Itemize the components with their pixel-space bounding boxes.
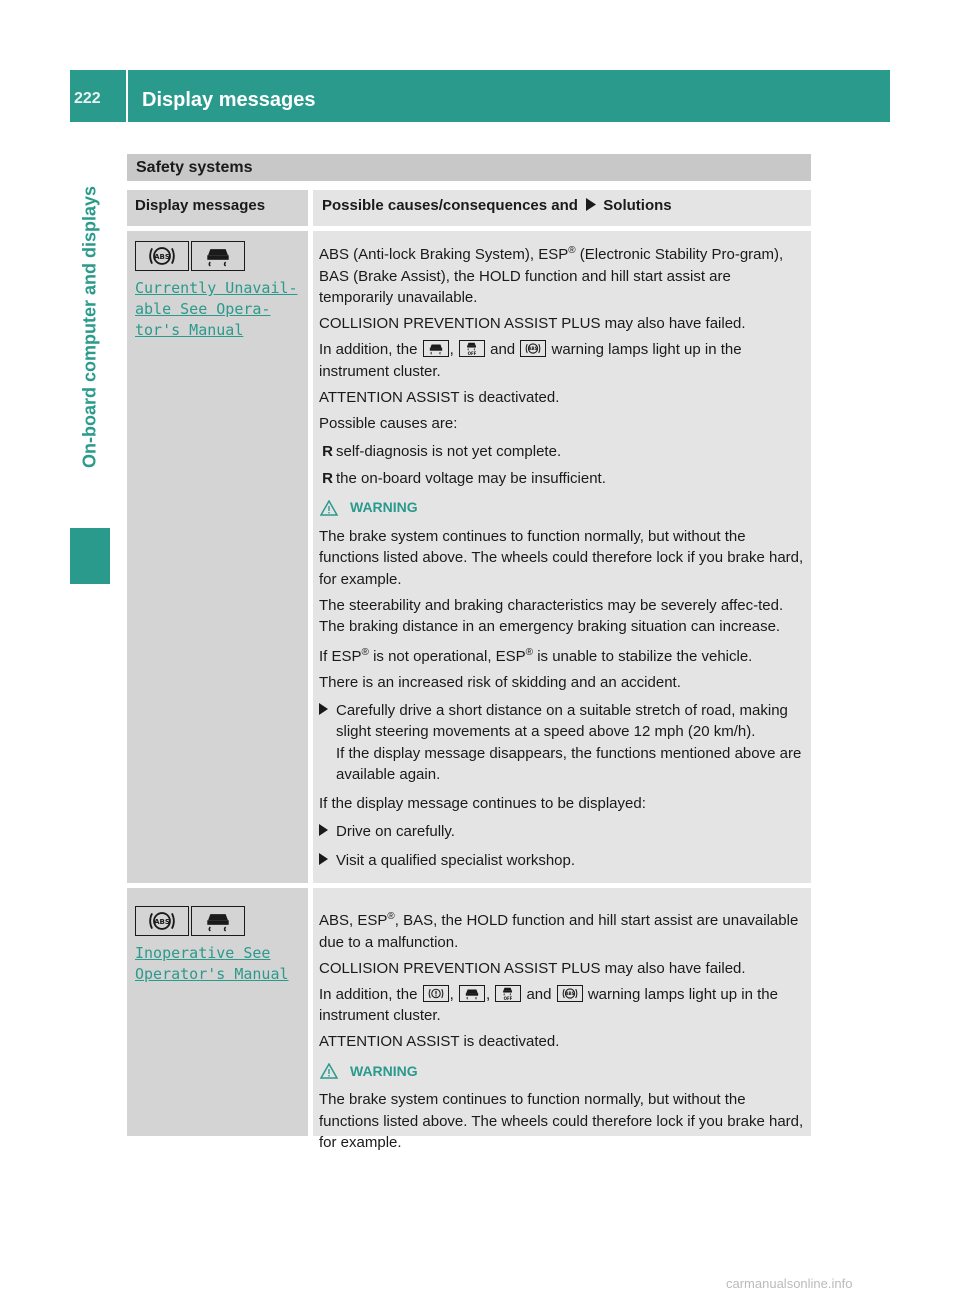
paragraph: ABS, ESP®, BAS, the HOLD function and hill start assist are unavailable due to a malfunction. [319,911,799,951]
warning-label: WARNING [350,1062,418,1079]
esp-off-icon [459,340,485,357]
side-tab [70,122,110,532]
table-row [127,888,811,1151]
paragraph: There is an increased risk of skidding and an accident. [319,674,681,691]
message-cell [127,231,308,883]
skid-car-icon [191,241,245,271]
display-message-line: Inoperative See [135,944,271,962]
message-cell [127,888,308,1136]
page-number: 222 [74,90,101,107]
paragraph: COLLISION PREVENTION ASSIST PLUS may also have failed. [319,315,746,332]
text: , [449,985,454,1003]
solution-step [319,700,805,786]
solution-arrow-icon [585,198,597,211]
paragraph: If ESP® is not operational, ESP® is unable to stabilize the vehicle. [319,647,753,665]
col-header-solutions-text: Solutions [603,197,672,214]
paragraph: COLLISION PREVENTION ASSIST PLUS may also have failed. [319,959,746,977]
abs-warning-icon [135,906,189,936]
paragraph: ATTENTION ASSIST is deactivated. [319,388,560,406]
warning-label: WARNING [350,499,418,515]
paragraph [319,339,805,382]
paragraph: ABS (Anti-lock Braking System), ESP® (Electronic Stability Pro-gram), BAS (Brake Assist), the HOLD function and hill start assist are temporarily unavailable. [319,245,784,306]
section-title: Safety systems [127,154,811,181]
text: , [449,341,454,358]
list-item-text: the on-board voltage may be insufficient. [336,469,606,487]
solution-text: If the display message disappears, the functions mentioned above are available again. [336,744,802,783]
bullet-mark: R [322,469,333,487]
solution-arrow-icon [319,821,336,845]
abs-warning-icon [520,340,546,357]
causes-cell [313,888,811,1151]
warning-triangle-icon [320,500,338,516]
skid-car-icon [191,906,245,936]
display-message-line: tor's Manual [135,321,244,339]
page-title: Display messages [142,89,316,111]
text: , [485,985,491,1003]
list-item [319,441,805,463]
paragraph: The brake system continues to function normally, but without the functions listed above. The wheels could therefore lock if you brake hard, for example. [319,1091,804,1151]
paragraph: The brake system continues to function normally, but without the functions listed above. The wheels could therefore lock if you brake hard, for example. [319,527,804,588]
list-item-text: self-diagnosis is not yet complete. [336,443,562,460]
bullet-mark: R [322,443,333,460]
solution-step [319,850,805,874]
brake-warning-icon [423,985,449,1002]
solution-arrow-icon [319,850,336,874]
solution-step [319,821,805,845]
paragraph: If the display message continues to be displayed: [319,794,646,812]
warning-heading [319,497,805,519]
col-header-causes-text: Possible causes/consequences and [322,197,578,214]
display-message-line: able See Opera‐ [135,300,271,318]
table-row [127,231,811,883]
esp-off-icon [495,985,521,1002]
text: and [526,985,552,1003]
warning-triangle-icon [320,1063,338,1079]
watermark: carmanualsonline.info [726,1276,853,1291]
skid-car-icon [459,985,485,1002]
text: and [490,341,516,358]
display-message-line: Currently Unavail‐ [135,279,298,297]
text: In addition, the [319,341,418,358]
text: warning lamps light up in the instrument cluster. [319,341,742,380]
display-message-line: Operator's Manual [135,965,289,983]
paragraph: Possible causes are: [319,414,458,432]
table-header-row [127,190,811,226]
side-tab-block [70,528,110,584]
paragraph: The steerability and braking characteristics may be severely affec-ted. The braking distance in an emergency braking situation can increase. [319,596,784,635]
abs-warning-icon [557,985,583,1002]
solution-text: Visit a qualified specialist workshop. [336,851,576,869]
safety-systems-table [127,154,811,1151]
warning-heading [319,1061,805,1083]
paragraph: ATTENTION ASSIST is deactivated. [319,1033,560,1050]
text: warning lamps light up in the instrument cluster. [319,985,778,1024]
solution-arrow-icon [319,700,336,786]
col-header-messages: Display messages [127,190,308,226]
paragraph [319,984,805,1027]
abs-warning-icon [135,241,189,271]
side-tab-label: On-board computer and displays [79,185,100,469]
causes-cell [313,231,811,883]
header-divider [126,70,128,122]
list-item [319,468,805,490]
text: In addition, the [319,985,418,1003]
skid-car-icon [423,340,449,357]
solution-text: Carefully drive a short distance on a suitable stretch of road, making slight steering movements at a speed above 12 mph (20 km/h). [336,701,788,740]
col-header-causes [313,190,811,226]
solution-text: Drive on carefully. [336,823,455,840]
